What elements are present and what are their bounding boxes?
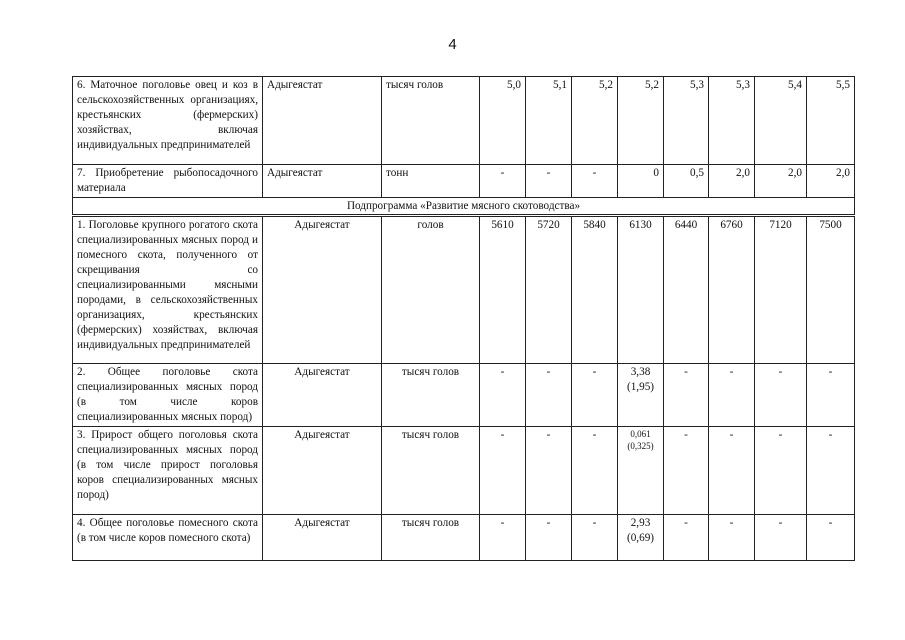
executor-cell: Адыгеястат	[263, 216, 382, 364]
table-row	[73, 364, 855, 427]
value-cell: 0,5	[664, 165, 709, 198]
value-cell: 3,38 (1,95)	[618, 364, 664, 427]
value-cell: 6130	[618, 216, 664, 364]
table-row	[73, 165, 855, 198]
value-cell: -	[480, 165, 526, 198]
executor-cell: Адыгеястат	[263, 515, 382, 561]
executor-cell: Адыгеястат	[263, 77, 382, 165]
value-cell: 2,0	[807, 165, 855, 198]
value-cell: -	[664, 515, 709, 561]
unit-cell: тысяч голов	[382, 364, 480, 427]
value-cell: -	[755, 515, 807, 561]
table-row	[73, 77, 855, 165]
value-cell: 7120	[755, 216, 807, 364]
executor-cell: Адыгеястат	[263, 364, 382, 427]
value-cell: -	[526, 427, 572, 515]
unit-cell: тысяч голов	[382, 77, 480, 165]
indicators-table	[72, 76, 855, 561]
indicator-cell: 3. Прирост общего поголовья скота специализированных мясных пород (в том числе прирост поголовья коров специализированных мясных пород)	[73, 427, 263, 515]
value-cell: 7500	[807, 216, 855, 364]
value-cell: -	[480, 364, 526, 427]
unit-cell: голов	[382, 216, 480, 364]
value-cell: -	[807, 515, 855, 561]
value-cell: 5840	[572, 216, 618, 364]
value-cell: -	[480, 427, 526, 515]
value-cell: -	[755, 364, 807, 427]
value-cell: -	[480, 515, 526, 561]
value-cell: -	[526, 364, 572, 427]
table-row	[73, 216, 855, 364]
indicator-cell: 6. Маточное поголовье овец и коз в сельскохозяйственных организациях, крестьянских (фермерских) хозяйствах, включая индивидуальных предпринимателей	[73, 77, 263, 165]
value-cell: -	[572, 364, 618, 427]
indicator-cell: 2. Общее поголовье скота специализированных мясных пород (в том числе коров специализированных мясных пород)	[73, 364, 263, 427]
value-cell: -	[807, 364, 855, 427]
value-cell: 6440	[664, 216, 709, 364]
value-cell: -	[664, 364, 709, 427]
value-cell: 2,93 (0,69)	[618, 515, 664, 561]
value-cell: 0,061 (0,325)	[618, 427, 664, 515]
executor-cell: Адыгеястат	[263, 427, 382, 515]
value-cell: -	[664, 427, 709, 515]
indicator-cell: 4. Общее поголовье помесного скота (в том числе коров помесного скота)	[73, 515, 263, 561]
subprogram-row	[73, 198, 855, 216]
value-cell: 2,0	[755, 165, 807, 198]
value-cell: -	[709, 427, 755, 515]
value-cell: -	[572, 427, 618, 515]
value-cell: 5,2	[572, 77, 618, 165]
value-cell: 0	[618, 165, 664, 198]
value-cell: 5610	[480, 216, 526, 364]
value-cell: -	[526, 165, 572, 198]
unit-cell: тонн	[382, 165, 480, 198]
unit-cell: тысяч голов	[382, 515, 480, 561]
value-cell: 5,2	[618, 77, 664, 165]
value-cell: 5,5	[807, 77, 855, 165]
value-cell: -	[572, 165, 618, 198]
table-row	[73, 515, 855, 561]
page-number: 4	[448, 36, 457, 53]
value-cell: 6760	[709, 216, 755, 364]
unit-cell: тысяч голов	[382, 427, 480, 515]
table-row	[73, 427, 855, 515]
value-cell: -	[709, 515, 755, 561]
indicator-cell: 1. Поголовье крупного рогатого скота специализированных мясных пород и помесного скота, полученного от скрещивания со специализированными мясными породами, в сельскохозяйственных организациях, крестьянских (фермерских) хозяйствах, включая индивидуальных предпринимателей	[73, 216, 263, 364]
value-cell: -	[807, 427, 855, 515]
executor-cell: Адыгеястат	[263, 165, 382, 198]
value-cell: -	[572, 515, 618, 561]
value-cell: 5,1	[526, 77, 572, 165]
value-cell: -	[709, 364, 755, 427]
value-cell: 2,0	[709, 165, 755, 198]
value-cell: 5,3	[709, 77, 755, 165]
value-cell: -	[526, 515, 572, 561]
subprogram-title: Подпрограмма «Развитие мясного скотоводства»	[73, 198, 855, 216]
value-cell: 5,3	[664, 77, 709, 165]
value-cell: 5,0	[480, 77, 526, 165]
value-cell: -	[755, 427, 807, 515]
value-cell: 5,4	[755, 77, 807, 165]
value-cell: 5720	[526, 216, 572, 364]
indicator-cell: 7. Приобретение рыбопосадочного материала	[73, 165, 263, 198]
